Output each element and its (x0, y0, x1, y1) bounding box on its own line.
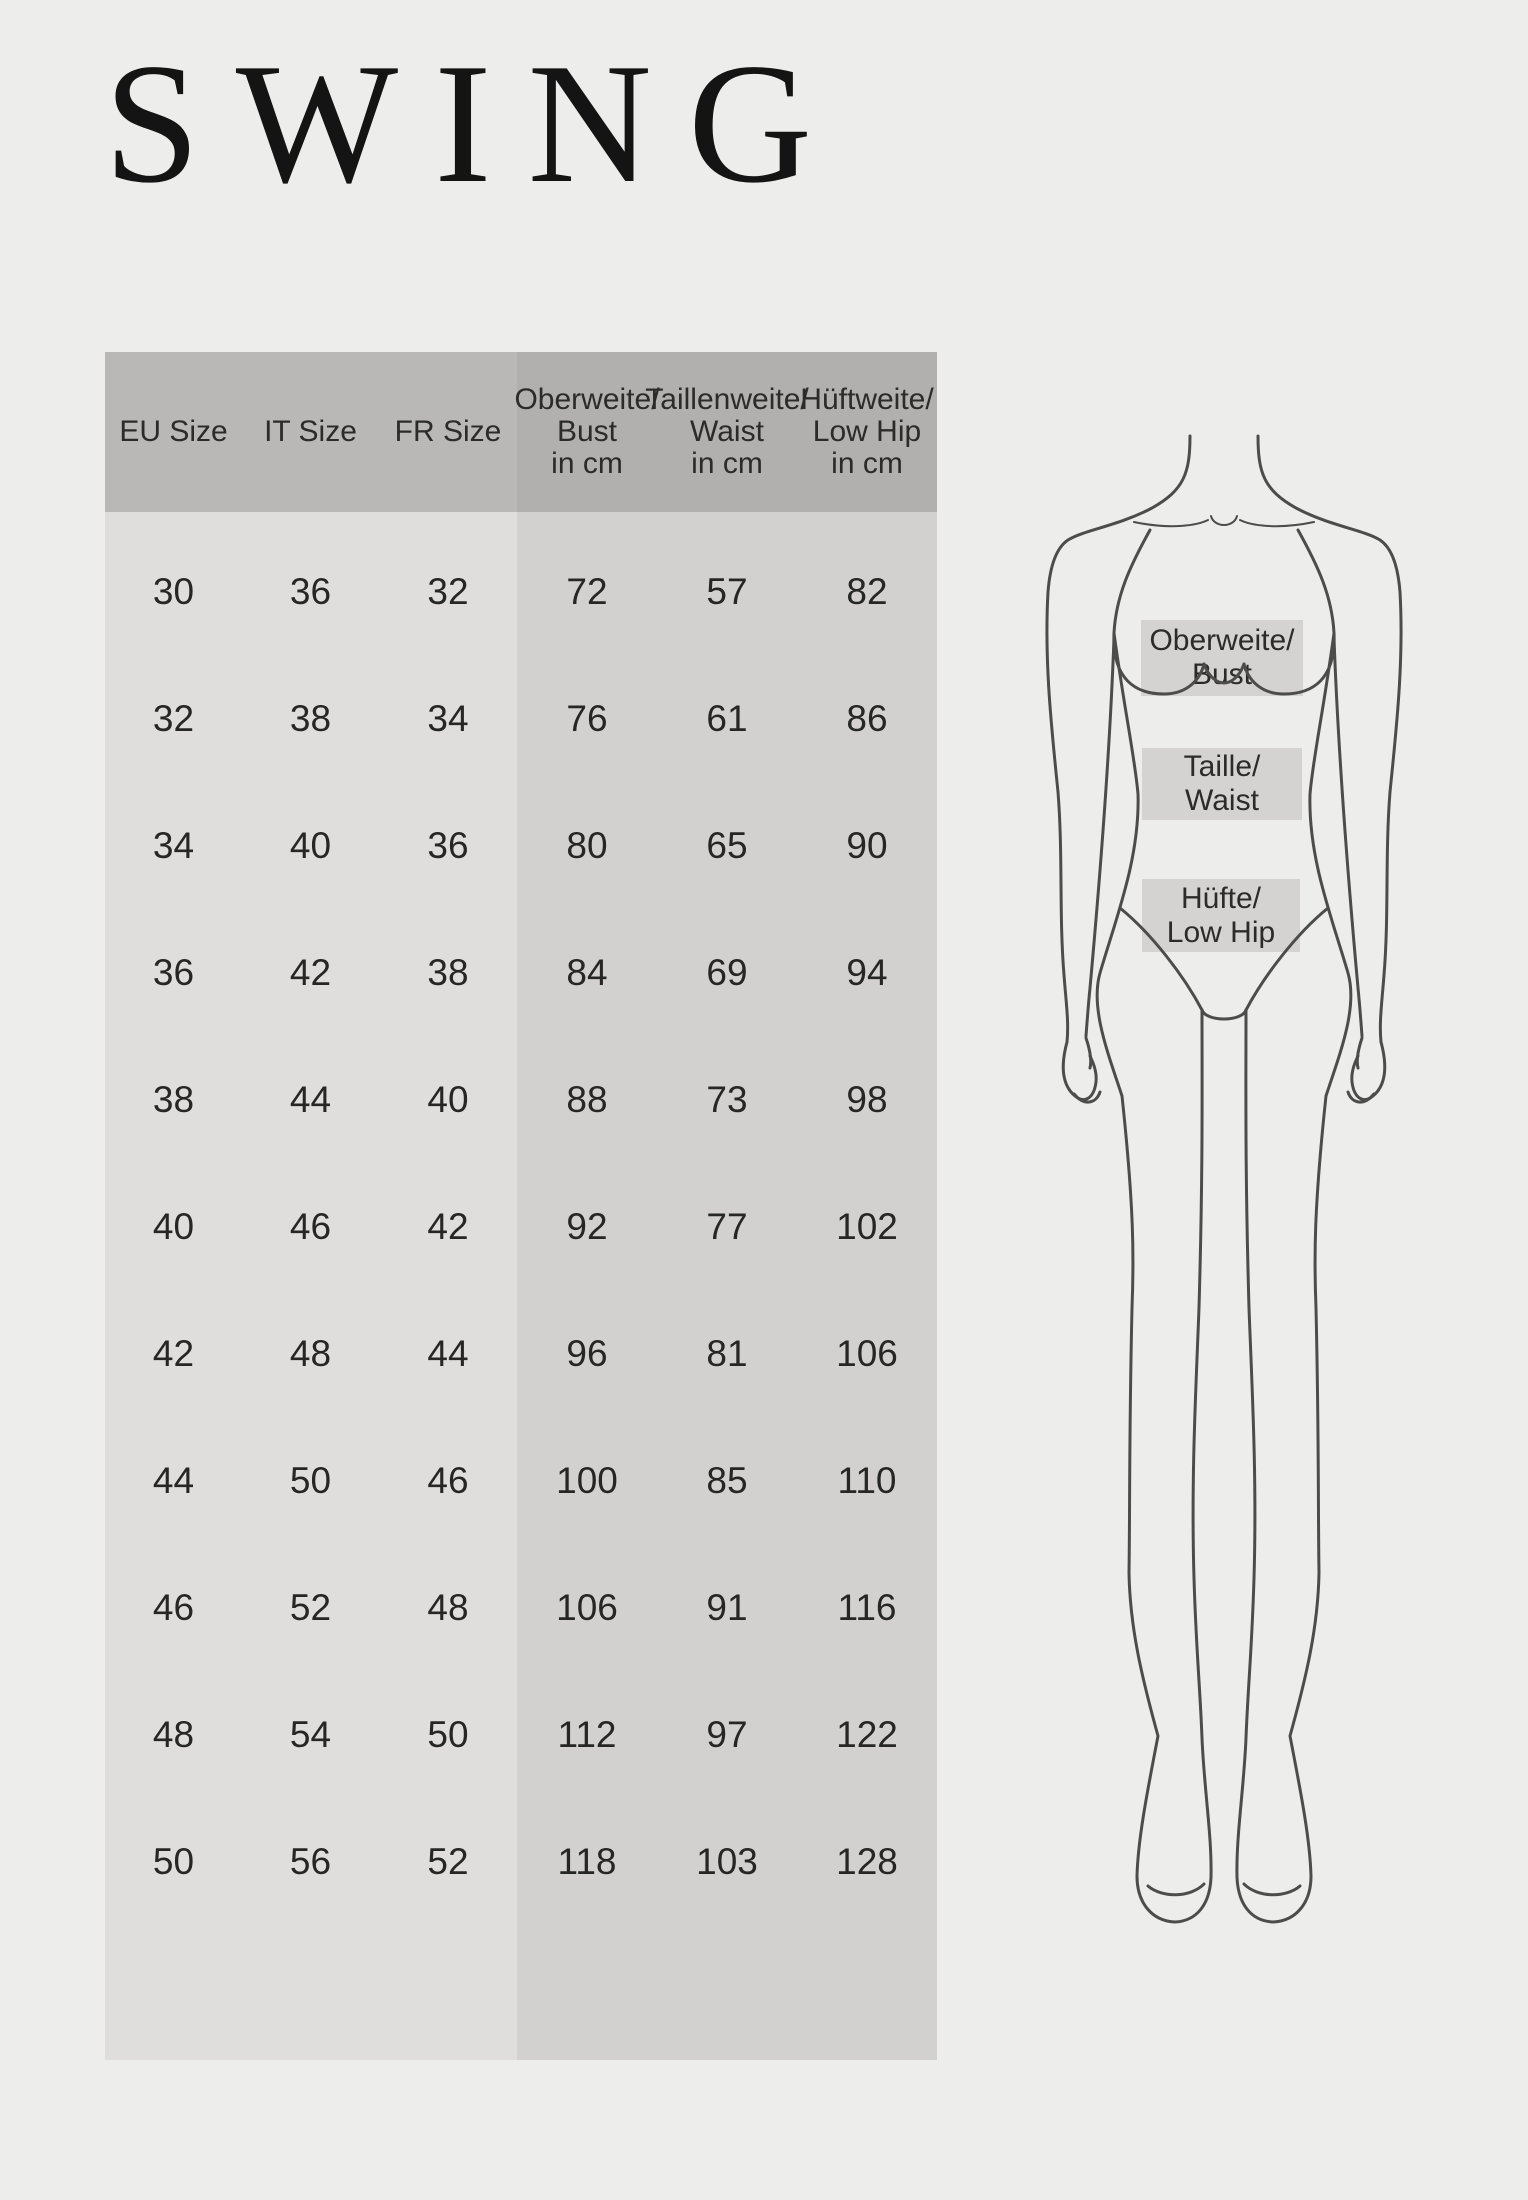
table-cell: 40 (152, 1205, 195, 1247)
table-row (105, 528, 937, 655)
table-cell: 36 (427, 824, 469, 866)
table-cell: 86 (846, 697, 888, 739)
table-cell: 57 (706, 570, 748, 612)
table-cell: 34 (152, 824, 195, 866)
table-cell: 96 (566, 1332, 608, 1374)
table-row (105, 1671, 937, 1798)
table-cell: 44 (427, 1332, 469, 1374)
table-cell: 32 (427, 570, 469, 612)
table-cell: 52 (427, 1840, 469, 1882)
table-cell: 77 (706, 1205, 748, 1247)
size-chart-body (105, 528, 937, 1925)
figure-outline (1047, 436, 1401, 1922)
table-cell: 48 (152, 1713, 195, 1755)
table-cell: 106 (556, 1586, 618, 1628)
table-row (105, 1798, 937, 1925)
column-header: Hüftweite/ Low Hip in cm (800, 383, 934, 480)
table-cell: 44 (152, 1459, 195, 1501)
table-cell: 106 (836, 1332, 898, 1374)
table-cell: 84 (566, 951, 608, 993)
column-header: IT Size (264, 415, 357, 448)
table-cell: 34 (427, 697, 469, 739)
table-cell: 36 (152, 951, 195, 993)
table-cell: 128 (836, 1840, 898, 1882)
column-header: EU Size (119, 415, 228, 448)
table-row (105, 1544, 937, 1671)
table-row (105, 1163, 937, 1290)
table-cell: 38 (289, 697, 332, 739)
table-row (105, 1036, 937, 1163)
table-cell: 32 (152, 697, 195, 739)
table-cell: 40 (427, 1078, 469, 1120)
size-chart-table (105, 352, 937, 2060)
table-cell: 76 (566, 697, 608, 739)
table-cell: 46 (152, 1586, 195, 1628)
table-row (105, 1417, 937, 1544)
table-cell: 52 (289, 1586, 332, 1628)
table-cell: 46 (289, 1205, 332, 1247)
brand-logo: SWING (104, 29, 849, 219)
table-cell: 69 (706, 951, 748, 993)
table-cell: 61 (706, 697, 748, 739)
table-cell: 54 (289, 1713, 332, 1755)
column-header: FR Size (394, 415, 502, 448)
table-cell: 36 (289, 570, 332, 612)
table-cell: 110 (837, 1459, 897, 1501)
table-cell: 30 (152, 570, 195, 612)
table-cell: 50 (152, 1840, 195, 1882)
figure-clavicle-lines (1134, 516, 1314, 526)
table-cell: 44 (289, 1078, 332, 1120)
table-cell: 38 (427, 951, 469, 993)
table-cell: 122 (836, 1713, 898, 1755)
table-cell: 97 (706, 1713, 748, 1755)
table-cell: 91 (706, 1586, 748, 1628)
figure-label-hip: Hüfte/ Low Hip (1142, 879, 1300, 952)
figure-label-waist: Taille/ Waist (1142, 748, 1302, 820)
table-cell: 40 (289, 824, 332, 866)
table-cell: 102 (836, 1205, 898, 1247)
table-cell: 81 (706, 1332, 748, 1374)
table-cell: 82 (846, 570, 888, 612)
table-cell: 50 (289, 1459, 332, 1501)
figure-label-bust: Oberweite/ Bust (1141, 620, 1303, 696)
column-header: Taillenweite/ Waist in cm (645, 383, 809, 480)
table-row (105, 909, 937, 1036)
body-figure (1030, 428, 1430, 1928)
table-cell: 48 (427, 1586, 469, 1628)
table-row (105, 1290, 937, 1417)
table-cell: 56 (289, 1840, 332, 1882)
size-chart-header-row (105, 352, 937, 512)
table-cell: 103 (696, 1840, 758, 1882)
table-cell: 42 (289, 951, 332, 993)
table-cell: 118 (557, 1840, 617, 1882)
table-cell: 98 (846, 1078, 888, 1120)
table-cell: 46 (427, 1459, 469, 1501)
table-cell: 90 (846, 824, 888, 866)
table-cell: 38 (152, 1078, 195, 1120)
table-cell: 72 (566, 570, 608, 612)
table-cell: 48 (289, 1332, 332, 1374)
table-cell: 42 (152, 1332, 195, 1374)
table-cell: 88 (566, 1078, 608, 1120)
body-figure-illustration (1030, 428, 1430, 1928)
table-cell: 85 (706, 1459, 748, 1501)
table-cell: 100 (556, 1459, 618, 1501)
table-cell: 80 (566, 824, 608, 866)
table-cell: 50 (427, 1713, 469, 1755)
table-cell: 65 (706, 824, 748, 866)
column-header: Oberweite/ Bust in cm (514, 383, 660, 480)
table-cell: 116 (837, 1586, 897, 1628)
table-row (105, 655, 937, 782)
table-cell: 73 (706, 1078, 748, 1120)
table-cell: 92 (566, 1205, 608, 1247)
table-cell: 42 (427, 1205, 469, 1247)
table-cell: 94 (846, 951, 888, 993)
table-row (105, 782, 937, 909)
table-cell: 112 (557, 1713, 617, 1755)
